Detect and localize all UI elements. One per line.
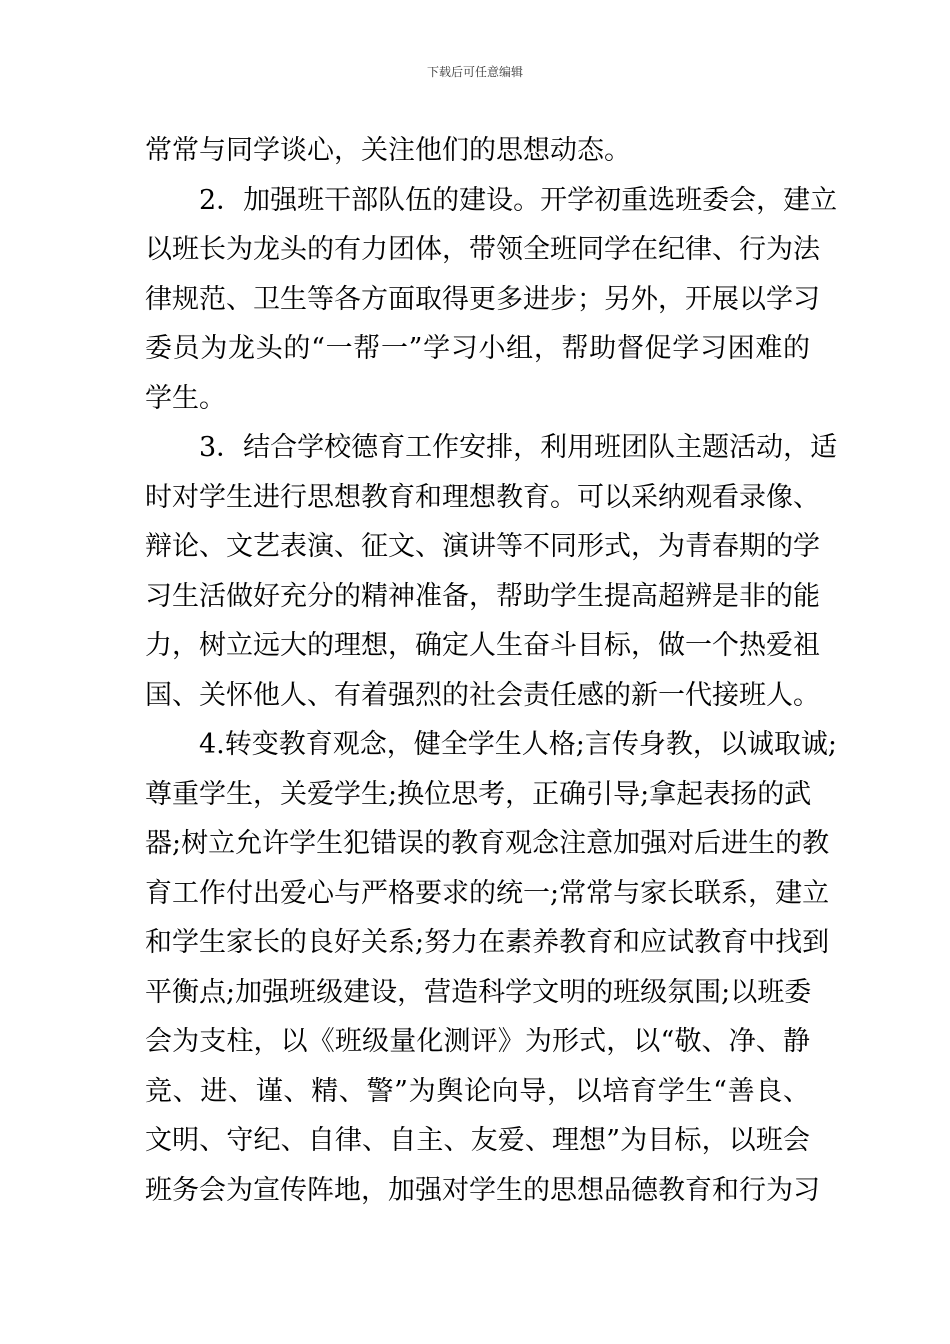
text-line: 律规范、卫生等各方面取得更多进步；另外，开展以学习 — [145, 283, 820, 315]
paragraph-3-line-1: 3．结合学校德育工作安排，利用班团队主题活动，适 — [199, 432, 838, 463]
text-line: 力，树立远大的理想，确定人生奋斗目标，做一个热爱祖 — [145, 630, 820, 661]
text-line: 国、关怀他人、有着强烈的社会责任感的新一代接班人。 — [145, 679, 820, 711]
text-line: 以班长为龙头的有力团体，带领全班同学在纪律、行为法 — [145, 234, 820, 265]
text-line: 常常与同学谈心，关注他们的思想动态。 — [145, 135, 631, 166]
text-line: 学生。 — [145, 382, 226, 414]
text-line: 平衡点;加强班级建设，营造科学文明的班级氛围;以班委 — [145, 976, 812, 1008]
text-line: 委员为龙头的“一帮一”学习小组，帮助督促学习困难的 — [145, 333, 810, 364]
document-body — [145, 126, 838, 1215]
text-line: 时对学生进行思想教育和理想教育。可以采纳观看录像、 — [145, 481, 820, 513]
paragraph-2-line-1: 2．加强班干部队伍的建设。开学初重选班委会，建立 — [199, 184, 838, 216]
page-header: 下载后可任意编辑 — [426, 65, 523, 79]
text-line: 竞、进、谨、精、警”为舆论向导，以培育学生“善良、 — [145, 1075, 810, 1107]
text-line: 班务会为宣传阵地，加强对学生的思想品德教育和行为习 — [145, 1174, 820, 1206]
text-line: 习生活做好充分的精神准备，帮助学生提高超辨是非的能 — [145, 580, 820, 612]
text-line: 会为支柱，以《班级量化测评》为形式，以“敬、净、静 — [145, 1026, 810, 1057]
text-line: 辩论、文艺表演、征文、演讲等不同形式，为青春期的学 — [145, 531, 820, 562]
paragraph-4-line-1: 4.转变教育观念，健全学生人格;言传身教，以诚取诚; — [199, 729, 837, 760]
text-line: 和学生家长的良好关系;努力在素养教育和应试教育中找到 — [145, 927, 830, 958]
text-line: 育工作付出爱心与严格要求的统一;常常与家长联系，建立 — [145, 877, 830, 909]
text-line: 尊重学生，关爱学生;换位思考，正确引导;拿起表扬的武 — [145, 778, 812, 810]
text-line: 文明、守纪、自律、自主、友爱、理想”为目标，以班会 — [145, 1125, 810, 1156]
text-line: 器;树立允许学生犯错误的教育观念注意加强对后进生的教 — [145, 828, 830, 859]
